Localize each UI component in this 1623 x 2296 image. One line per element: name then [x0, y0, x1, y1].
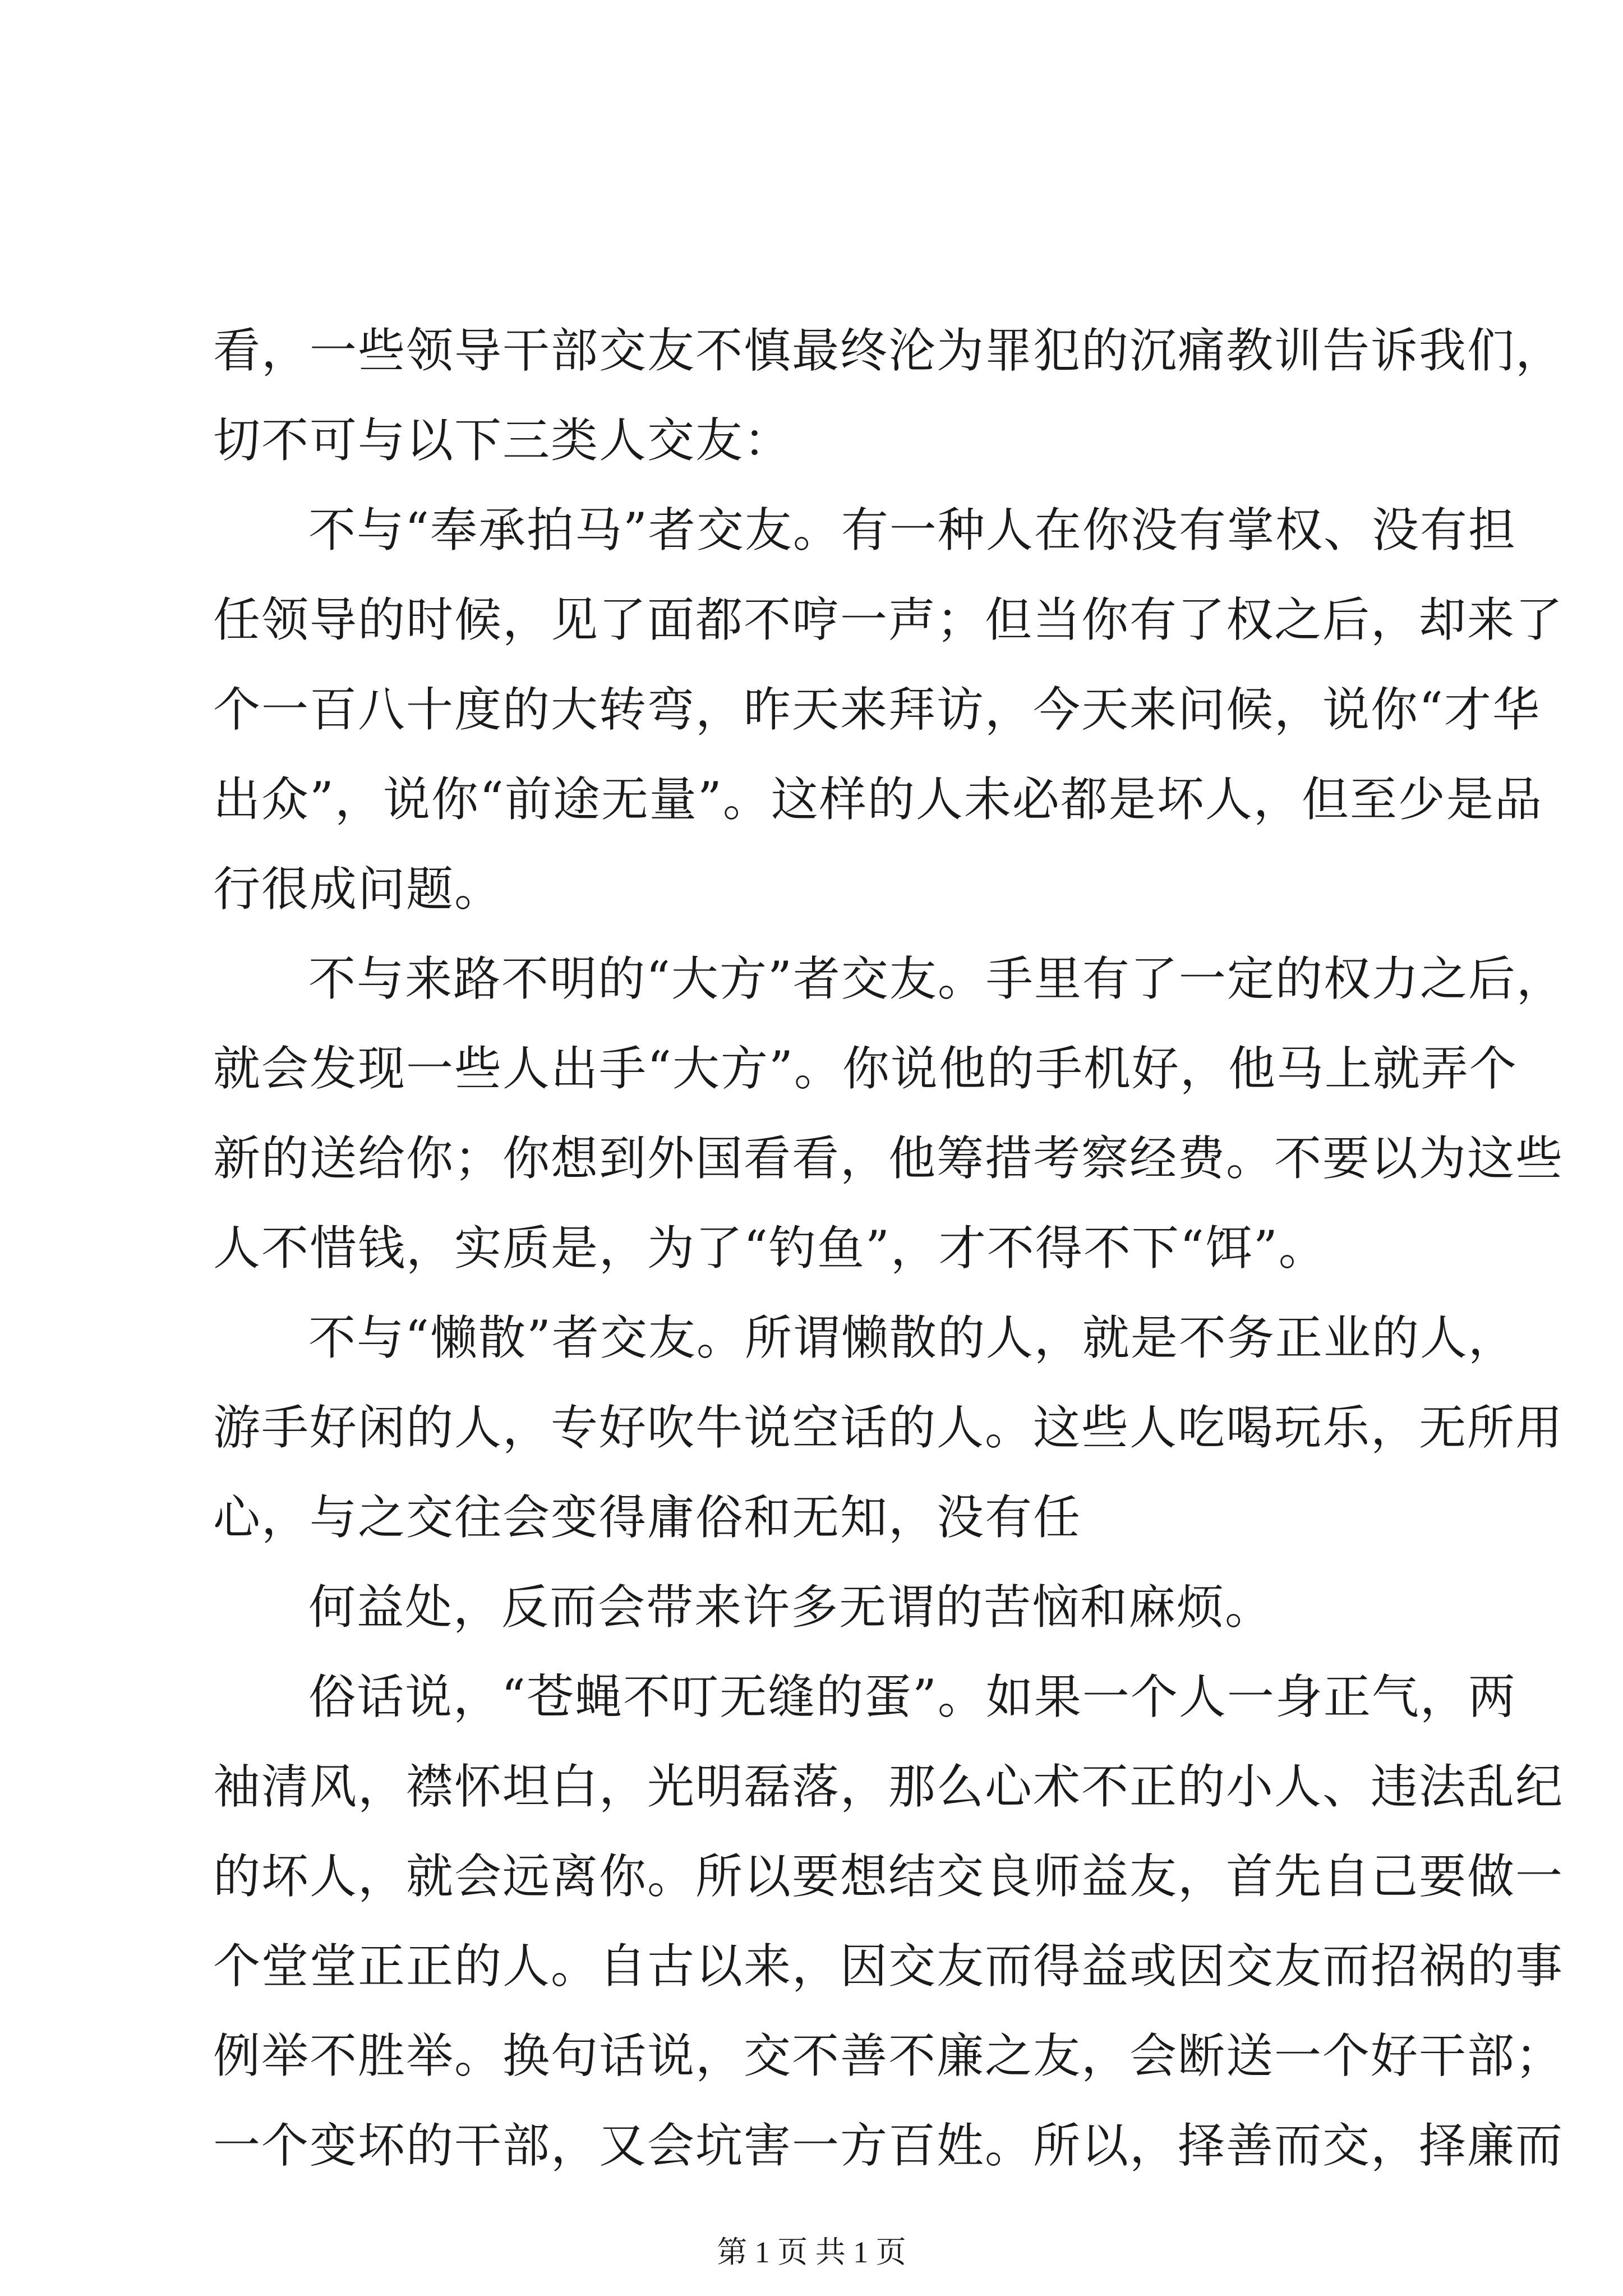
text-line: 人不惜钱，实质是，为了“钓鱼”，才不得不下“饵”。	[213, 1221, 1327, 1276]
text-line: 例举不胜举。换句话说，交不善不廉之友，会断送一个好干部；	[213, 2028, 1564, 2083]
paragraph-start-line: 不与“懒散”者交友。所谓懒散的人，就是不务正业的人，	[308, 1310, 1516, 1365]
text-line: 看，一些领导干部交友不慎最终沦为罪犯的沉痛教训告诉我们，	[213, 323, 1564, 378]
text-line: 出众”，说你“前途无量”。这样的人未必都是坏人，但至少是品	[213, 772, 1543, 827]
text-line: 切不可与以下三类人交友：	[213, 413, 792, 468]
paragraph-start-line: 俗话说，“苍蝇不叮无缝的蛋”。如果一个人一身正气，两	[308, 1669, 1516, 1724]
paragraph-start-line: 不与来路不明的“大方”者交友。手里有了一定的权力之后，	[308, 951, 1565, 1006]
text-line: 新的送给你；你想到外国看看，他筹措考察经费。不要以为这些	[213, 1131, 1564, 1186]
page-footer: 第 1 页 共 1 页	[717, 2235, 906, 2269]
text-line: 心，与之交往会变得庸俗和无知，没有任	[213, 1490, 1082, 1545]
text-line: 就会发现一些人出手“大方”。你说他的手机好，他马上就弄个	[213, 1041, 1518, 1096]
text-line: 游手好闲的人，专好吹牛说空话的人。这些人吃喝玩乐，无所用	[213, 1400, 1564, 1455]
text-line: 个堂堂正正的人。自古以来，因交友而得益或因交友而招祸的事	[213, 1939, 1564, 1994]
text-line: 袖清风，襟怀坦白，光明磊落，那么心术不正的小人、违法乱纪	[213, 1759, 1564, 1814]
text-line: 个一百八十度的大转弯，昨天来拜访，今天来问候，说你“才华	[213, 682, 1541, 737]
paragraph-start-line: 何益处，反而会带来许多无谓的苦恼和麻烦。	[308, 1580, 1274, 1635]
text-line: 一个变坏的干部，又会坑害一方百姓。所以，择善而交，择廉而	[213, 2118, 1564, 2173]
text-line: 任领导的时候，见了面都不哼一声；但当你有了权之后，却来了	[213, 592, 1564, 647]
text-line: 行很成问题。	[213, 862, 503, 917]
text-line: 的坏人，就会远离你。所以要想结交良师益友，首先自己要做一	[213, 1849, 1564, 1904]
paragraph-start-line: 不与“奉承拍马”者交友。有一种人在你没有掌权、没有担	[308, 503, 1516, 558]
